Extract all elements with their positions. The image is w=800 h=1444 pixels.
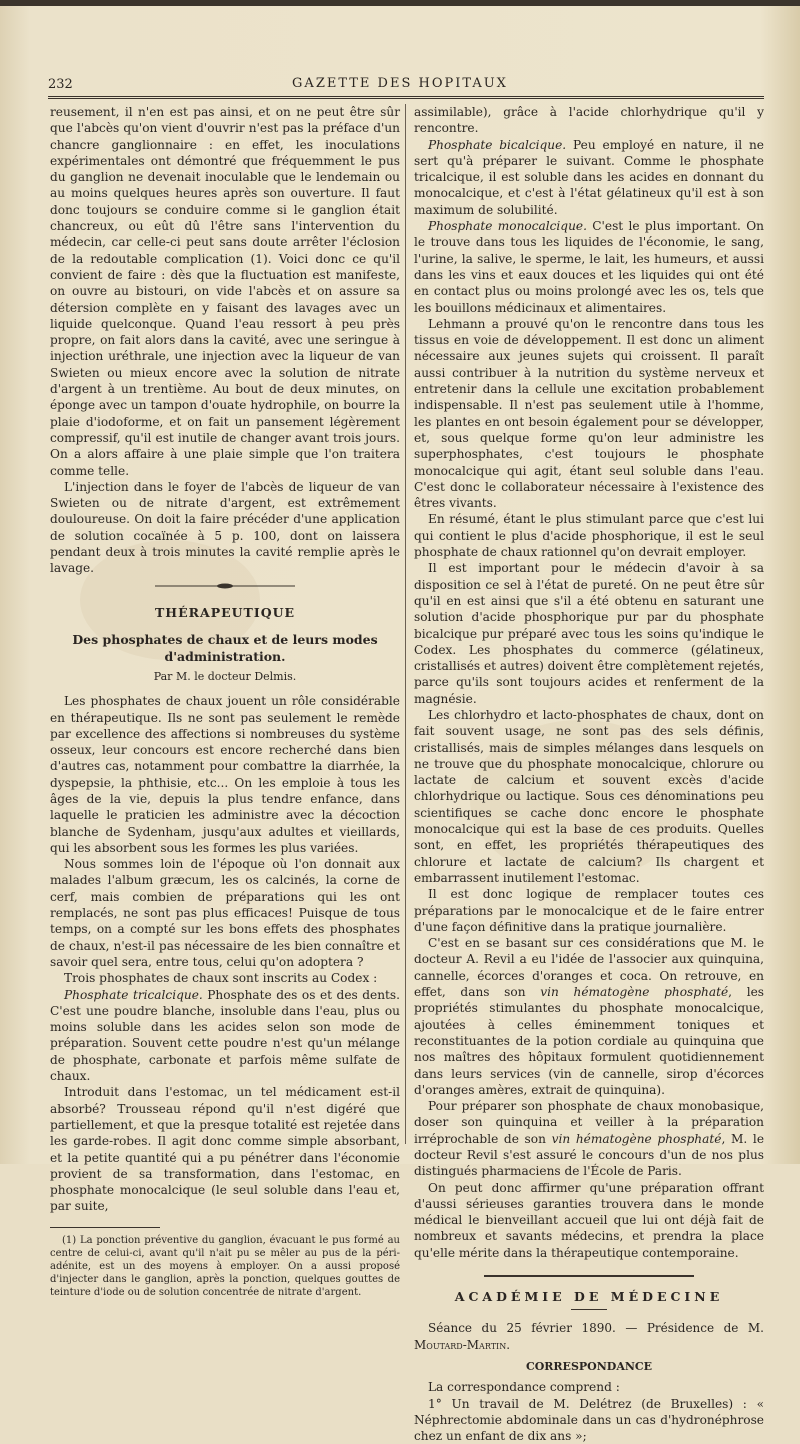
footnote-rule <box>50 1227 160 1228</box>
short-rule <box>571 1309 607 1310</box>
page-top-edge <box>0 0 800 6</box>
paragraph: Les chlorhydro et lacto-phosphates de chaux, dont on fait souvent usage, ne sont pas des sels définis, cristallisés, mais de simples mélanges dans lesquels on ne trouve que du phosphate monocalcique, chlorure ou lactate de calcium et souvent excès d'acide chlorhydrique ou lactique. Sous ces dénominations peu scientifiques se cache donc encore le phosphate monocalcique qui est la base de ces produits. Quelles sont, en effet, les propriétés thérapeutiques des chlorure et lactate de calcium? Ils chargent et embarrassent inutilement l'estomac. <box>414 707 764 885</box>
paragraph <box>414 218 764 316</box>
footnote-text: (1) La ponction préventive du ganglion, évacuant le pus formé au centre de celui-ci, avant qu'il n'ait pu se mêler au pus de la péri-adénite, est un des moyens à employer. On a aussi proposé d'injecter dans le ganglion, après la ponction, quelques gouttes de teinture d'iode ou de solution concentrée de nitrate d'argent. <box>50 1234 400 1298</box>
article-title-line: d'administration. <box>164 648 286 664</box>
paragraph-text: C'est le plus important. On le trouve dans tous les liquides de l'économie, le sang, l'urine, la salive, le sperme, le lait, les humeurs, et aussi dans les vins et eaux douces et les liquides qui ont été en contact plus ou moins prolongé avec les os, tels que les bouillons médicinaux et alimentaires. <box>414 219 764 315</box>
section-heading: ACADÉMIE DE MÉDECINE <box>454 1289 724 1305</box>
ornament-divider <box>155 583 295 589</box>
president-name: Moutard-Martin. <box>414 1337 511 1352</box>
italic-label: Phosphate bicalcique. <box>428 137 567 152</box>
column-divider <box>405 104 406 1144</box>
section-heading: THÉRAPEUTIQUE <box>154 604 296 620</box>
header-rule <box>48 96 764 99</box>
paragraph <box>50 987 400 1085</box>
paragraph: Les phosphates de chaux jouent un rôle considérable en thérapeutique. Ils ne sont pas seulement le remède par excellence des affections si nombreuses du système osseux, leur concours est encore recherché dans bien d'autres cas, notamment pour combattre la diarrhée, la dyspepsie, la phthisie, etc... On les emploie à tous les âges de la vie, depuis la plus tendre enfance, dans laquelle le praticien les administre avec la décoction blanche de Sydenham, jusqu'aux adultes et vieillards, qui les absorbent sous les formes les plus variées. <box>50 694 400 855</box>
article-title-line: Des phosphates de chaux et de leurs modes <box>72 631 378 647</box>
paragraph-text: , les propriétés stimulantes du phosphate monocalcique, ajoutées à celles éminemment toniques et reconstituantes de la potion cordiale au quinquina que nos maîtres des hôpitaux formulent quotidiennement dans leurs services (vin de cannelle, sirop d'écorces d'oranges amères, extrait de quinquina). <box>414 985 764 1097</box>
paragraph: L'injection dans le foyer de l'abcès de liqueur de van Swieten ou de nitrate d'argent, est extrêmement douloureuse. On doit la faire précéder d'une application de solution cocaïnée à 5 p. 100, dont on laissera pendant deux à trois minutes la cavité remplie après le lavage. <box>50 479 400 576</box>
page-header <box>40 74 760 92</box>
journal-title: GAZETTE DES HOPITAUX <box>292 76 508 91</box>
paragraph: Il est donc logique de remplacer toutes ces préparations par le monocalcique et de le faire entrer d'une façon définitive dans la pratique journalière. <box>414 887 764 934</box>
paragraph-text: , M. le docteur Revil s'est assuré le concours d'un de nos plus distingués pharmaciens de l'École de Paris. <box>414 1131 764 1179</box>
paragraph: Il est important pour le médecin d'avoir à sa disposition ce sel à l'état de pureté. On ne peut être sûr qu'il en est ainsi que s'il a été obtenu en saturant une solution d'acide phosphorique pur par du phosphate bicalcique pur préparé avec tous les soins qu'indique le Codex. Les phosphates du commerce (gélatineux, cristallisés et autres) doivent être complètement rejetés, parce qu'ils sont toujours acides et renferment de la magnésie. <box>414 561 765 706</box>
italic-label: Phosphate tricalcique. <box>64 987 203 1002</box>
byline: Par M. le docteur Delmis. <box>153 669 297 683</box>
paragraph: Nous sommes loin de l'époque où l'on donnait aux malades l'album græcum, les os calcinés, la corne de cerf, mais combien de préparations qui les ont remplacés, ne sont pas plus efficaces! Puisque de tous temps, on a compté sur les bons effets des phosphates de chaux, n'est-il pas nécessaire de les bien connaître et savoir quel sera, entre tous, celui qu'on adoptera ? <box>50 857 400 969</box>
paragraph-text: Phosphate des os et des dents. C'est une poudre blanche, insoluble dans l'eau, plus ou moins soluble dans les acides selon son mode de préparation. Souvent cette poudre n'est qu'un mélange de phosphate, carbonate et parfois même sulfate de chaux. <box>50 987 400 1084</box>
paragraph: reusement, il n'en est pas ainsi, et on ne peut être sûr que l'abcès qu'on vient d'ouvrir n'est pas la préface d'un chancre ganglionnaire : en effet, les inoculations expérimentales ont démontré que fréquemment le pus du ganglion ne devenait inoculable que le lendemain ou au moins quelques heures après son ouverture. Il faut donc toujours se conduire comme si le ganglion était chancreux, ou eût dû l'être sans l'intervention du médecin, car celle-ci peut sans doute arrêter l'éclosion de la redoutable complication (1). Voici donc ce qu'il convient de faire : dès que la fluctuation est manifeste, on ouvre au bistouri, on vide l'abcès et on assure sa détersion complète en y faisant des lavages avec un liquide quelconque. Quand l'eau ressort à peu près propre, on fait alors dans la cavité, avec une seringue à injection uréthrale, une injection avec la liqueur de van Swieten ou mieux encore avec la solution de nitrate d'argent à un trentième. Au bout de deux minutes, on éponge avec un tampon d'ouate hydrophile, on bourre la plaie d'iodoforme, et on fait un pansement légèrement compressif, qu'il est inutile de changer avant trois jours. On a alors affaire à une plaie simple que l'on traitera comme telle. <box>50 105 400 478</box>
paragraph-text: C'est en se basant sur ces considérations que M. le docteur A. Revil a eu l'idée de l'associer aux quinquina, cannelle, écorces d'oranges et coca. On retrouve, en effet, dans son <box>414 936 764 1000</box>
seance-line <box>414 1320 764 1353</box>
paragraph-text: Pour préparer son phosphate de chaux monobasique, doser son quinquina et veiller à la préparation irréprochable de son <box>414 1099 764 1146</box>
paragraph: Introduit dans l'estomac, un tel médicament est-il absorbé? Trousseau répond qu'il n'est digéré que partiellement, et que la presque totalité est rejetée dans les garde-robes. Il agit donc comme simple absorbant, et la petite quantité qui a pu pénétrer dans l'économie provient de sa transformation, dans l'estomac, en phosphate monocalcique (le seul soluble dans l'eau et, par suite, <box>50 1085 400 1214</box>
paragraph: assimilable), grâce à l'acide chlorhydrique qu'il y rencontre. <box>414 105 764 136</box>
paragraph <box>414 137 764 218</box>
italic-label: vin hématogène phosphaté <box>551 1131 722 1146</box>
right-column <box>414 104 764 1444</box>
page-number: 232 <box>48 77 73 92</box>
italic-label: Phosphate monocalcique. <box>428 219 587 234</box>
left-column <box>50 104 400 1299</box>
paragraph: Lehmann a prouvé qu'on le rencontre dans tous les tissus en voie de développement. Il est donc un aliment nécessaire aux jeunes sujets qui croissent. Il paraît aussi contribuer à la nutrition du système nerveux et entretenir dans la cellule une excitation probablement indispensable. Il n'est pas seulement utile à l'homme, les plantes en ont besoin également pour se développer, et, sous quelque forme qu'on leur administre les superphosphates, c'est toujours le phosphate monocalcique qui agit, étant seul soluble dans l'eau. C'est donc le collaborateur nécessaire à l'existence des êtres vivants. <box>414 316 764 511</box>
paragraph: En résumé, étant le plus stimulant parce que c'est lui qui contient le plus d'acide phosphorique, il est le seul phosphate de chaux rationnel qu'on devrait employer. <box>414 512 764 560</box>
footnote <box>50 1234 400 1299</box>
paragraph <box>414 1098 764 1179</box>
paragraph-text: Peu employé en nature, il ne sert qu'à préparer le suivant. Comme le phosphate tricalcique, il est soluble dans les acides en donnant du monocalcique, et c'est à l'état gélatineux qu'il est à son maximum de solubilité. <box>414 137 764 217</box>
paragraph <box>414 935 764 1098</box>
seance-text: Séance du 25 février 1890. — Présidence de M. <box>428 1321 764 1336</box>
paragraph: On peut donc affirmer qu'une préparation offrant d'aussi sérieuses garanties trouvera dans le monde médical le bienveillant accueil que lui ont déjà fait de nombreux et savants médecins, et prendra la place qu'elle mérite dans la thérapeutique contemporaine. <box>414 1180 764 1260</box>
paragraph: Trois phosphates de chaux sont inscrits au Codex : <box>64 971 378 986</box>
paragraph: La correspondance comprend : <box>428 1380 620 1395</box>
paragraph: 1° Un travail de M. Delétrez (de Bruxelles) : « Néphrectomie abdominale dans un cas d'hydronéphrose chez un enfant de dix ans »; <box>414 1396 764 1444</box>
article-title <box>50 631 400 665</box>
section-rule <box>484 1275 694 1277</box>
italic-label: vin hématogène phosphaté <box>540 985 729 1000</box>
subsection-heading: CORRESPONDANCE <box>525 1359 653 1373</box>
